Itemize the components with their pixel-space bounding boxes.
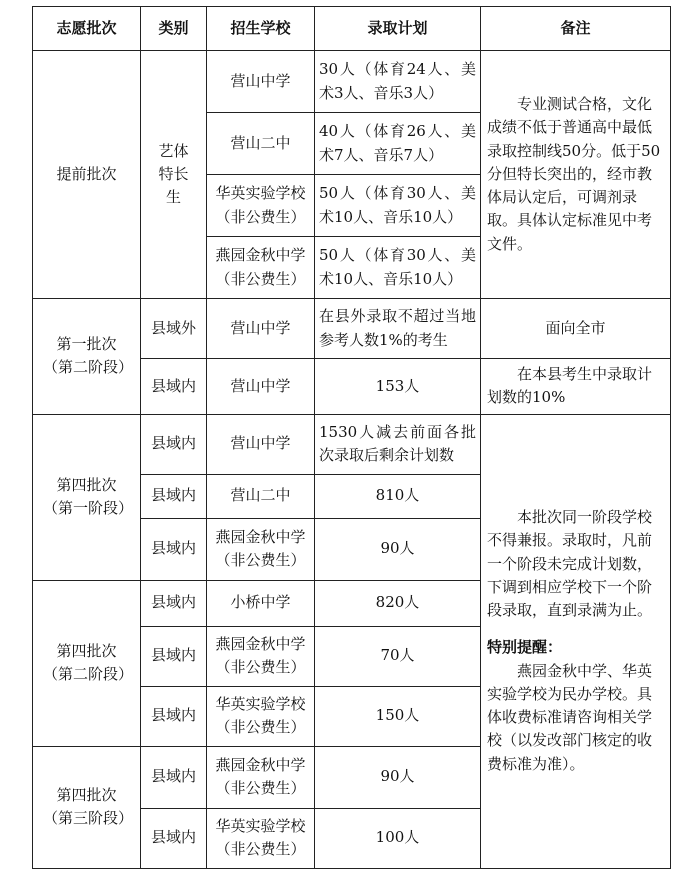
note-cell: 面向全市 xyxy=(481,299,671,359)
batch-cell: 提前批次 xyxy=(33,51,141,299)
table-row xyxy=(33,51,671,113)
batch-cell: 第一批次（第二阶段） xyxy=(33,299,141,415)
school-cell: 燕园金秋中学（非公费生） xyxy=(207,626,315,686)
plan-cell: 153人 xyxy=(315,359,481,415)
category-cell: 县域内 xyxy=(141,580,207,626)
school-cell: 营山二中 xyxy=(207,113,315,175)
note-text: 专业测试合格，文化成绩不低于普通高中最低录取控制线50分。低于50分但特长突出的，经市教体局认定后，可调剂录取。具体认定标准见中考文件。 xyxy=(487,95,661,253)
plan-cell: 820人 xyxy=(315,580,481,626)
special-title: 特别提醒： xyxy=(487,638,563,657)
batch-cell: 第四批次（第二阶段） xyxy=(33,580,141,746)
category-cell: 县域内 xyxy=(141,746,207,808)
header-school: 招生学校 xyxy=(207,7,315,51)
school-cell: 燕园金秋中学（非公费生） xyxy=(207,237,315,299)
plan-cell: 90人 xyxy=(315,518,481,580)
plan-cell: 30人（体育24人、美术3人、音乐3人） xyxy=(315,51,481,113)
category-cell: 县域内 xyxy=(141,414,207,474)
school-cell: 营山中学 xyxy=(207,359,315,415)
school-cell: 营山中学 xyxy=(207,299,315,359)
school-cell: 营山中学 xyxy=(207,51,315,113)
category-cell: 县域内 xyxy=(141,626,207,686)
admission-plan-table xyxy=(32,6,671,869)
category-cell: 县域内 xyxy=(141,518,207,580)
plan-cell: 在县外录取不超过当地参考人数1%的考生 xyxy=(315,299,481,359)
school-cell: 燕园金秋中学（非公费生） xyxy=(207,746,315,808)
category-cell: 县域内 xyxy=(141,474,207,518)
batch-cell: 第四批次（第三阶段） xyxy=(33,746,141,868)
plan-cell: 150人 xyxy=(315,686,481,746)
note-cell xyxy=(481,414,671,868)
category-cell: 艺体特长生 xyxy=(141,51,207,299)
header-category: 类别 xyxy=(141,7,207,51)
header-note: 备注 xyxy=(481,7,671,51)
batch-cell: 第四批次（第一阶段） xyxy=(33,414,141,580)
plan-cell: 100人 xyxy=(315,808,481,868)
header-row xyxy=(33,7,671,51)
school-cell: 营山二中 xyxy=(207,474,315,518)
note-text: 本批次同一阶段学校不得兼报。录取时，凡前一个阶段未完成计划数，下调到相应学校下一个阶段录取，直到录满为止。 xyxy=(487,508,653,620)
header-batch: 志愿批次 xyxy=(33,7,141,51)
note-cell xyxy=(481,359,671,415)
special-text: 燕园金秋中学、华英实验学校为民办学校。具体收费标准请咨询相关学校（以发改部门核定的收费标准为准）。 xyxy=(487,661,653,773)
header-plan: 录取计划 xyxy=(315,7,481,51)
plan-cell: 90人 xyxy=(315,746,481,808)
school-cell: 营山中学 xyxy=(207,414,315,474)
note-text: 在本县考生中录取计划数的10% xyxy=(487,365,653,407)
category-cell: 县域内 xyxy=(141,359,207,415)
plan-cell: 810人 xyxy=(315,474,481,518)
plan-cell: 1530人减去前面各批次录取后剩余计划数 xyxy=(315,414,481,474)
school-cell: 华英实验学校（非公费生） xyxy=(207,808,315,868)
table-row xyxy=(33,414,671,474)
plan-cell: 70人 xyxy=(315,626,481,686)
school-cell: 华英实验学校（非公费生） xyxy=(207,175,315,237)
school-cell: 燕园金秋中学（非公费生） xyxy=(207,518,315,580)
category-cell: 县域外 xyxy=(141,299,207,359)
school-cell: 小桥中学 xyxy=(207,580,315,626)
table-row xyxy=(33,299,671,359)
plan-cell: 50人（体育30人、美术10人、音乐10人） xyxy=(315,237,481,299)
category-cell: 县域内 xyxy=(141,808,207,868)
category-cell: 县域内 xyxy=(141,686,207,746)
plan-cell: 50人（体育30人、美术10人、音乐10人） xyxy=(315,175,481,237)
note-cell xyxy=(481,51,671,299)
plan-cell: 40人（体育26人、美术7人、音乐7人） xyxy=(315,113,481,175)
school-cell: 华英实验学校（非公费生） xyxy=(207,686,315,746)
